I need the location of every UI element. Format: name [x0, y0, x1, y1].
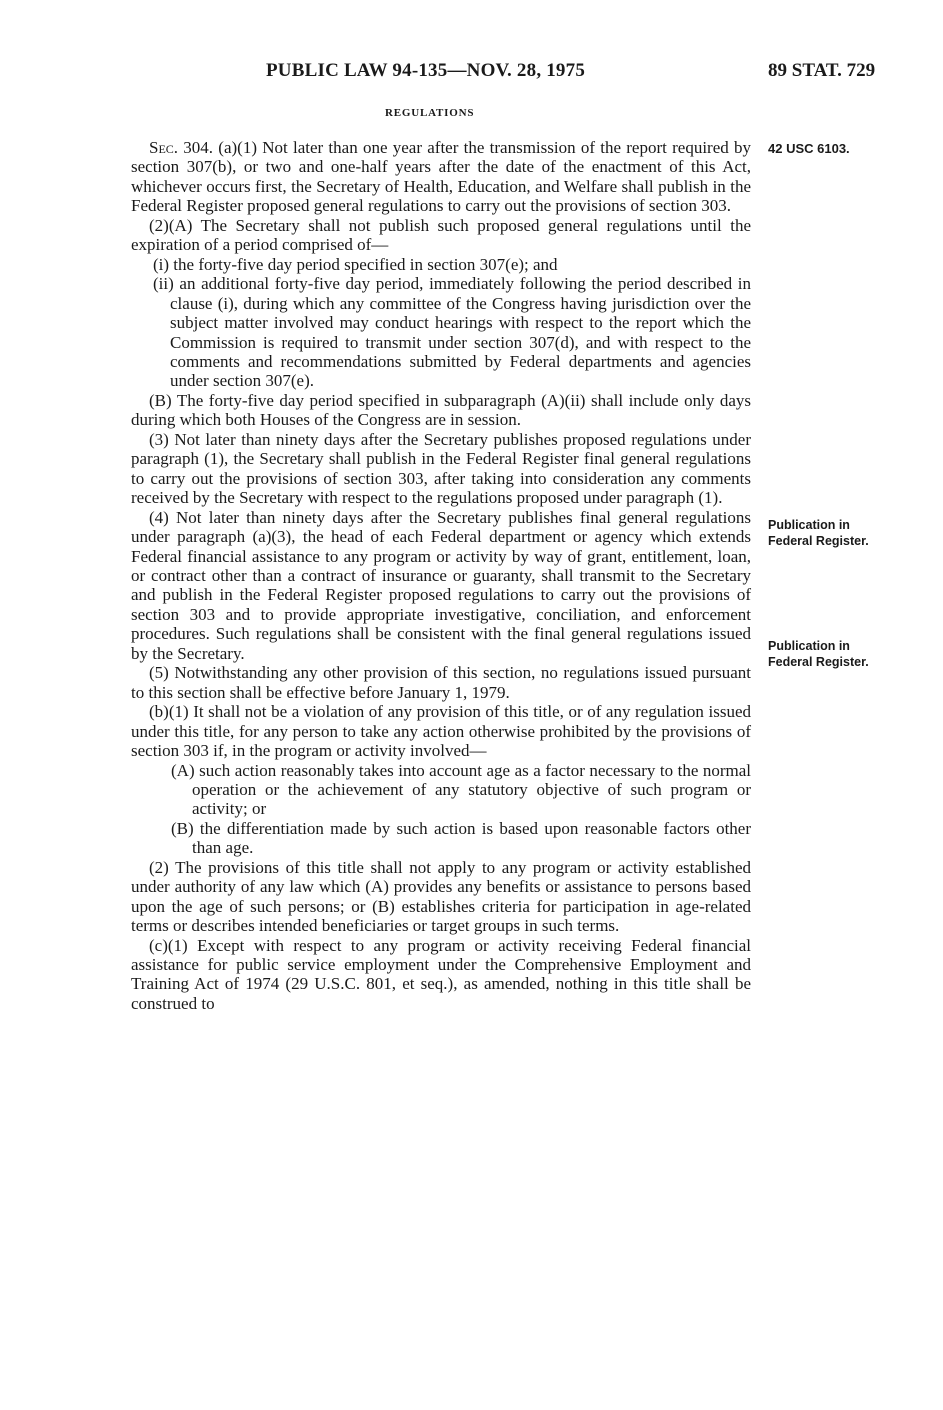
paragraph-a5: (5) Notwithstanding any other provision of this section, no regulations issued pursuant to this section shall be effective before January 1, 1979. [131, 663, 751, 702]
paragraph-a3: (3) Not later than ninety days after the Secretary publishes proposed regulations under paragraph (1), the Secretary shall publish in the Federal Register final general regulations to carry out the provisions of section 303, after taking into consideration any comments received by the Secretary with respect to the regulations proposed under paragraph (1). [131, 429, 751, 508]
margin-note-line: Federal Register. [768, 655, 869, 669]
clause-i: (i) the forty-five day period specified in section 307(e); and [153, 254, 558, 274]
page-header-title: PUBLIC LAW 94-135—NOV. 28, 1975 [266, 60, 586, 81]
subparagraph-b1A: (A) such action reasonably takes into account age as a factor necessary to the normal operation or the achievement of any statutory objective of such program or activity; or [171, 760, 751, 819]
paragraph-b2: (2) The provisions of this title shall not apply to any program or activity established under authority of any law which (A) provides any benefits or assistance to persons based upon the age of such persons; or (B) establishes criteria for participation in age-related terms or describes intended beneficiaries or target groups in such terms. [131, 857, 751, 936]
paragraph-a2B: (B) The forty-five day period specified in subparagraph (A)(ii) shall include only days during which both Houses of the Congress are in session. [131, 390, 751, 430]
paragraph-c1: (c)(1) Except with respect to any program or activity receiving Federal financial assistance for public service employment under the Comprehensive Employment and Training Act of 1974 (29 U.S.C. 801, et seq.), as amended, nothing in this title shall be construed to [131, 935, 751, 1013]
margin-note-line: Publication in [768, 639, 850, 653]
clause-ii: (ii) an additional forty-five day period, immediately following the period described in clause (i), during which any committee of the Congress having jurisdiction over the subject matter involved may conduct hearings with respect to the report which the Commission is required to transmit under section 307(d), and with respect to the comments and recommendations submitted by Federal departments and agencies under section 307(e). [153, 274, 751, 391]
margin-note-publication-1 [768, 517, 869, 549]
margin-note-publication-2 [768, 638, 869, 670]
paragraph-text: 304. (a)(1) Not later than one year after the transmission of the report required by section 307(b), or two and one-half years after the date of the enactment of this Act, whichever occurs first, the Secretary of Health, Education, and Welfare shall publish in the Federal Register proposed general regulations to carry out the provisions of section 303. [131, 138, 751, 216]
paragraph-b1: (b)(1) It shall not be a violation of any provision of this title, or of any regulation issued under this title, for any person to take any action otherwise prohibited by the provisions of section 303 if, in the program or activity involved— [131, 702, 751, 761]
subparagraph-b1B: (B) the differentiation made by such action is based upon reasonable factors other than age. [171, 818, 751, 858]
margin-note-citation: 42 USC 6103. [768, 141, 850, 156]
section-heading: REGULATIONS [385, 107, 475, 119]
section-abbrev: Sec. [149, 138, 179, 157]
margin-note-line: Publication in [768, 518, 850, 532]
paragraph-a4: (4) Not later than ninety days after the Secretary publishes final general regulations under paragraph (a)(3), the head of each Federal department or agency which extends Federal financial assistance to any program or activity by way of grant, entitlement, loan, or contract other than a contract of insurance or guaranty, shall transmit to the Secretary and publish in the Federal Register proposed regulations to carry out the provisions of section 303 and to provide appropriate investigative, conciliation, and enforcement procedures. Such regulations shall be consistent with the final general regulations issued by the Secretary. [131, 507, 751, 663]
paragraph-sec-304-a1 [131, 138, 751, 216]
margin-note-line: Federal Register. [768, 534, 869, 548]
body-text [131, 138, 751, 1013]
paragraph-a2A: (2)(A) The Secretary shall not publish such proposed general regulations until the expiration of a period comprised of— [131, 215, 751, 255]
statute-page-number: 89 STAT. 729 [768, 60, 876, 81]
